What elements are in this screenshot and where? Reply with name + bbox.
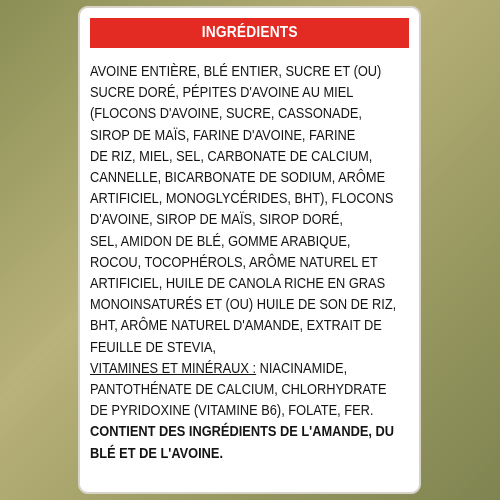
ingredient-line: (FLOCONS D'AVOINE, SUCRE, CASSONADE, <box>90 106 362 123</box>
ingredient-line: DE RIZ, MIEL, SEL, CARBONATE DE CALCIUM, <box>90 148 373 165</box>
vitamins-line: PANTOTHÉNATE DE CALCIUM, CHLORHYDRATE <box>90 382 387 399</box>
ingredient-line: ARTIFICIEL, MONOGLYCÉRIDES, BHT), FLOCONS <box>90 191 394 208</box>
ingredient-line: SUCRE DORÉ, PÉPITES D'AVOINE AU MIEL <box>90 85 354 102</box>
ingredients-panel <box>78 6 421 494</box>
vitamins-label: VITAMINES ET MINÉRAUX : <box>90 360 257 377</box>
ingredient-line: AVOINE ENTIÈRE, BLÉ ENTIER, SUCRE ET (OU) <box>90 64 382 80</box>
allergen-statement: BLÉ ET DE L'AVOINE. <box>90 445 224 462</box>
ingredient-line: ARTIFICIEL, HUILE DE CANOLA RICHE EN GRAS <box>90 276 386 293</box>
ingredient-line: CANNELLE, BICARBONATE DE SODIUM, ARÔME <box>90 170 386 187</box>
ingredient-line: SIROP DE MAÏS, FARINE D'AVOINE, FARINE <box>90 127 356 144</box>
vitamins-text: NIACINAMIDE, <box>256 360 348 377</box>
ingredient-line: ROCOU, TOCOPHÉROLS, ARÔME NATUREL ET <box>90 254 378 271</box>
ingredient-line: MONOINSATURÉS ET (OU) HUILE DE SON DE RIZ, <box>90 297 397 314</box>
vitamins-line <box>90 359 410 380</box>
ingredient-line: D'AVOINE, SIROP DE MAÏS, SIROP DORÉ, <box>90 212 343 229</box>
ingredients-body <box>90 62 410 465</box>
vitamins-line: DE PYRIDOXINE (VITAMINE B6), FOLATE, FER. <box>90 403 374 420</box>
ingredient-line: FEUILLE DE STEVIA, <box>90 339 216 356</box>
ingredient-line: BHT, ARÔME NATUREL D'AMANDE, EXTRAIT DE <box>90 318 382 335</box>
ingredients-header <box>90 18 409 48</box>
allergen-statement: CONTIENT DES INGRÉDIENTS DE L'AMANDE, DU <box>90 424 395 441</box>
ingredients-title: INGRÉDIENTS <box>201 24 298 41</box>
ingredient-line: SEL, AMIDON DE BLÉ, GOMME ARABIQUE, <box>90 233 351 250</box>
